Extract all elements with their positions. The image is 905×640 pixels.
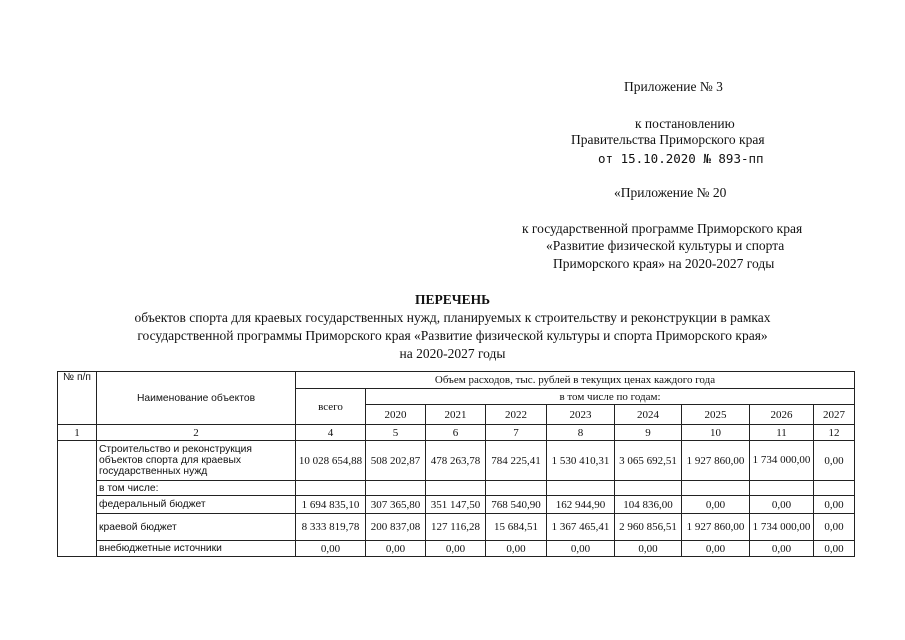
index-cell: 9 xyxy=(615,425,682,441)
row-name: краевой бюджет xyxy=(97,514,296,541)
row-value xyxy=(366,481,426,496)
row-name: федеральный бюджет xyxy=(97,496,296,514)
index-cell: 5 xyxy=(366,425,426,441)
resolution-date: от 15.10.2020 № 893-пп xyxy=(598,151,764,166)
row-value: 0,00 xyxy=(750,496,814,514)
row-value: 2 960 856,51 xyxy=(615,514,682,541)
header-year: 2020 xyxy=(366,405,426,425)
row-value: 1 734 000,00 xyxy=(750,514,814,541)
index-cell: 12 xyxy=(814,425,855,441)
header-year: 2021 xyxy=(426,405,486,425)
index-cell: 1 xyxy=(58,425,97,441)
index-cell: 4 xyxy=(296,425,366,441)
government-ref: Правительства Приморского края xyxy=(571,132,765,147)
row-name: внебюджетные источники xyxy=(97,541,296,557)
program-line-1: к государственной программе Приморского края xyxy=(522,221,803,236)
appendix-number: Приложение № 3 xyxy=(624,79,723,94)
row-value xyxy=(615,481,682,496)
row-value: 478 263,78 xyxy=(426,441,486,481)
row-value: 0,00 xyxy=(750,541,814,557)
row-value: 104 836,00 xyxy=(615,496,682,514)
row-value: 768 540,90 xyxy=(486,496,547,514)
program-line-2: «Развитие физической культуры и спорта xyxy=(546,238,785,253)
program-line-3: Приморского края» на 2020-2027 годы xyxy=(553,256,775,271)
header-year: 2026 xyxy=(750,405,814,425)
row-value: 1 530 410,31 xyxy=(547,441,615,481)
row-value xyxy=(426,481,486,496)
row-value: 10 028 654,88 xyxy=(296,441,366,481)
row-value: 0,00 xyxy=(366,541,426,557)
row-value: 3 065 692,51 xyxy=(615,441,682,481)
row-value xyxy=(486,481,547,496)
row-value: 508 202,87 xyxy=(366,441,426,481)
header-year: 2025 xyxy=(682,405,750,425)
row-value xyxy=(547,481,615,496)
row-value xyxy=(682,481,750,496)
row-value: 0,00 xyxy=(615,541,682,557)
sports-objects-table xyxy=(57,371,855,557)
row-value: 0,00 xyxy=(814,541,855,557)
header-year: 2022 xyxy=(486,405,547,425)
header-name: Наименование объектов xyxy=(97,372,296,425)
title-line-1: объектов спорта для краевых государственных нужд, планируемых к строительству и реконструкции в рамках xyxy=(134,310,771,325)
header-year: 2023 xyxy=(547,405,615,425)
header-volume: Объем расходов, тыс. рублей в текущих ценах каждого года xyxy=(296,372,855,389)
header-year: 2027 xyxy=(814,405,855,425)
index-cell: 11 xyxy=(750,425,814,441)
title-line-2: государственной программы Приморского края «Развитие физической культуры и спорта Приморского края» xyxy=(137,328,768,343)
index-cell: 7 xyxy=(486,425,547,441)
header-by-years: в том числе по годам: xyxy=(366,389,855,405)
index-cell: 8 xyxy=(547,425,615,441)
row-value: 0,00 xyxy=(547,541,615,557)
row-value: 0,00 xyxy=(814,496,855,514)
row-value: 15 684,51 xyxy=(486,514,547,541)
row-value xyxy=(750,481,814,496)
row-value: 0,00 xyxy=(486,541,547,557)
index-cell: 2 xyxy=(97,425,296,441)
row-value: 1 927 860,00 xyxy=(682,514,750,541)
title-line-3: на 2020-2027 годы xyxy=(399,346,506,361)
document-heading: ПЕРЕЧЕНЬ xyxy=(414,292,491,307)
row-value: 0,00 xyxy=(814,441,855,481)
row-value: 1 734 000,00 xyxy=(750,441,814,481)
appendix-20: «Приложение № 20 xyxy=(614,185,727,200)
row-value: 8 333 819,78 xyxy=(296,514,366,541)
row-value xyxy=(814,481,855,496)
resolution-ref: к постановлению xyxy=(635,116,735,131)
index-cell: 6 xyxy=(426,425,486,441)
row-value: 0,00 xyxy=(682,496,750,514)
row-value: 200 837,08 xyxy=(366,514,426,541)
row-name: в том числе: xyxy=(97,481,296,496)
row-value: 784 225,41 xyxy=(486,441,547,481)
row-value: 0,00 xyxy=(682,541,750,557)
row-value: 1 694 835,10 xyxy=(296,496,366,514)
row-value: 0,00 xyxy=(426,541,486,557)
index-cell: 10 xyxy=(682,425,750,441)
header-number: № п/п xyxy=(58,372,97,425)
header-total: всего xyxy=(296,389,366,425)
row-number-cell xyxy=(58,441,97,557)
row-value: 0,00 xyxy=(814,514,855,541)
row-value: 127 116,28 xyxy=(426,514,486,541)
row-value xyxy=(296,481,366,496)
row-value: 351 147,50 xyxy=(426,496,486,514)
row-name: Строительство и реконструкция объектов спорта для краевых государственных нужд xyxy=(97,441,296,481)
row-value: 162 944,90 xyxy=(547,496,615,514)
header-year: 2024 xyxy=(615,405,682,425)
row-value: 307 365,80 xyxy=(366,496,426,514)
row-value: 1 927 860,00 xyxy=(682,441,750,481)
row-value: 1 367 465,41 xyxy=(547,514,615,541)
row-value: 0,00 xyxy=(296,541,366,557)
